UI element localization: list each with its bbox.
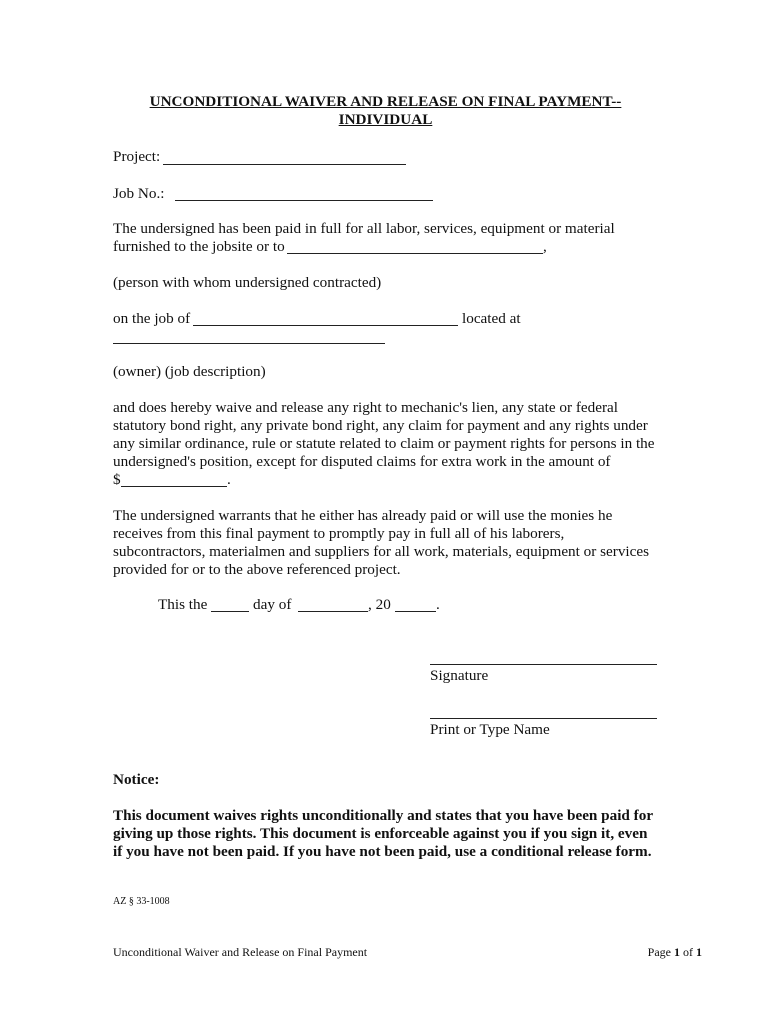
print-name-line[interactable] (430, 718, 657, 719)
contractor-blank[interactable] (287, 253, 543, 254)
job-of-label: on the job of (113, 310, 191, 327)
page-word: Page (647, 945, 671, 959)
located-at-label: located at (462, 310, 521, 327)
year-blank[interactable] (395, 611, 436, 612)
date-day-of: day of (253, 596, 292, 613)
project-label: Project: (113, 148, 161, 165)
paid-line-2-suffix: , (543, 238, 547, 255)
waive-line-3: any similar ordinance, rule or statute related to claim or payment rights for persons in the (113, 435, 655, 452)
page-of: of (683, 945, 693, 959)
page-number (648, 945, 702, 959)
warrant-line-4: provided for or to the above referenced project. (113, 561, 401, 578)
page-current: 1 (674, 945, 680, 959)
title-line-1: UNCONDITIONAL WAIVER AND RELEASE ON FINAL PAYMENT-- (149, 93, 622, 110)
waive-line-4: undersigned's position, except for disputed claims for extra work in the amount of (113, 453, 611, 470)
owner-blank[interactable] (193, 325, 458, 326)
notice-line-1: This document waives rights unconditionally and states that you have been paid for (113, 807, 654, 824)
job-no-blank[interactable] (175, 200, 433, 201)
dollar-sign: $ (113, 471, 121, 488)
project-blank[interactable] (163, 164, 406, 165)
job-description-blank[interactable] (113, 343, 385, 344)
document-title (113, 93, 658, 129)
paid-line-1: The undersigned has been paid in full for all labor, services, equipment or material (113, 220, 615, 237)
date-year-prefix: , 20 (368, 596, 391, 613)
month-blank[interactable] (298, 611, 368, 612)
warrant-line-1: The undersigned warrants that he either has already paid or will use the monies he (113, 507, 613, 524)
amount-suffix: . (227, 471, 231, 488)
project-field (113, 148, 160, 166)
job-no-field (113, 185, 164, 203)
footer-doc-name: Unconditional Waiver and Release on Final Payment (113, 945, 368, 959)
amount-blank[interactable] (121, 486, 227, 487)
notice-line-2: giving up those rights. This document is enforceable against you if you sign it, even (113, 825, 648, 842)
print-name-label: Print or Type Name (430, 721, 550, 738)
warrant-line-2: receives from this final payment to promptly pay in full all of his laborers, (113, 525, 565, 542)
job-no-label: Job No.: (113, 185, 165, 202)
waive-line-2: statutory bond right, any private bond right, any claim for payment and any rights under (113, 417, 648, 434)
page-total: 1 (696, 945, 702, 959)
contracted-note: (person with whom undersigned contracted) (113, 274, 382, 291)
owner-note: (owner) (job description) (113, 363, 266, 380)
warrant-line-3: subcontractors, materialmen and suppliers for all work, materials, equipment or services (113, 543, 650, 560)
notice-line-3: if you have not been paid. If you have not been paid, use a conditional release form. (113, 843, 652, 860)
signature-line[interactable] (430, 664, 657, 665)
paid-line-2-prefix: furnished to the jobsite or to (113, 238, 285, 255)
day-blank[interactable] (211, 611, 249, 612)
title-line-2: INDIVIDUAL (338, 111, 433, 128)
waive-line-1: and does hereby waive and release any right to mechanic's lien, any state or federal (113, 399, 618, 416)
date-this-the: This the (158, 596, 208, 613)
statute-reference: AZ § 33-1008 (113, 896, 170, 907)
date-suffix: . (436, 596, 440, 613)
signature-label: Signature (430, 667, 489, 684)
notice-heading: Notice: (113, 771, 160, 788)
paid-line-2 (113, 238, 285, 256)
